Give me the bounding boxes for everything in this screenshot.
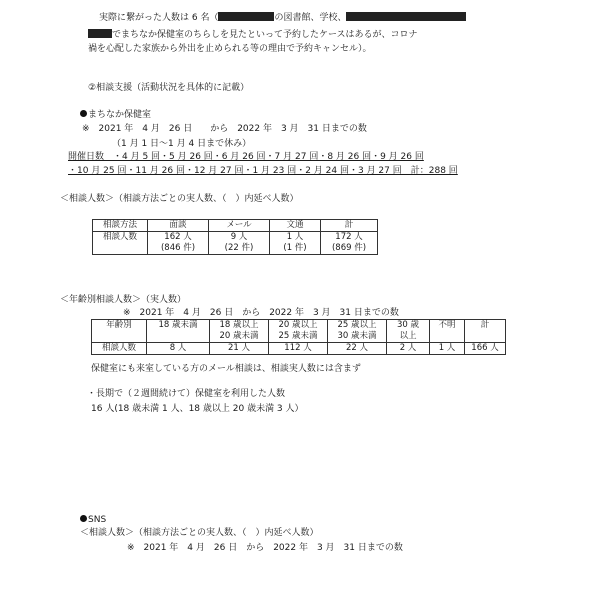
table-header: 計 [321, 220, 378, 232]
table-cell: 112 人 [269, 343, 328, 355]
table-cell: 21 人 [210, 343, 269, 355]
table-row [93, 232, 378, 255]
machinaka-title-text: まちなか保健室 [88, 110, 152, 120]
age-table [91, 319, 506, 355]
long-term-detail: 16 人(18 歳未満 1 人、18 歳以上 20 歳未満 3 人） [91, 404, 304, 414]
header-bottom: 以上 [399, 331, 417, 342]
redaction-block [218, 12, 274, 21]
table-header [147, 320, 210, 343]
age-note: 保健室にも来室している方のメール相談は、相談実人数には含まず [91, 364, 361, 374]
cell-total: (869 件) [331, 243, 367, 254]
consult-title: ＜相談人数＞（相談方法ごとの実人数、（ ）内延べ人数） [60, 194, 299, 204]
table-cell: 2 人 [387, 343, 430, 355]
bullet-icon [80, 515, 87, 522]
table-header [269, 320, 328, 343]
machinaka-days-1: 開催日数 ・4 月 5 回・5 月 26 回・6 月 26 回・7 月 27 回・8 月 26 回・9 月 26 回 [68, 152, 424, 162]
intro-line-3: 禍を心配した家族から外出を止められる等の理由で予約キャンセル）。 [88, 44, 372, 54]
table-row [92, 320, 506, 343]
consult-table [92, 219, 378, 255]
table-cell [209, 232, 270, 255]
header-bottom: 30 歳未満 [337, 331, 377, 342]
row-label: 相談人数 [92, 343, 147, 355]
table-row [92, 343, 506, 355]
table-row [93, 220, 378, 232]
machinaka-period: ※ 2021 年 4 月 26 日 から 2022 年 3 月 31 日までの数 [82, 124, 367, 134]
cell-count: 172 人 [335, 232, 363, 243]
table-header [430, 320, 465, 343]
machinaka-days-2: ・10 月 25 回・11 月 26 回・12 月 27 回・1 月 23 回・2 月 24 回・3 月 27 回 計：288 回 [68, 166, 458, 176]
cell-count: 9 人 [230, 232, 248, 243]
header-top: 20 歳以上 [278, 320, 318, 330]
cell-total: (846 件) [160, 243, 196, 254]
cell-total: (1 件) [283, 243, 307, 254]
intro-line-2 [88, 29, 418, 41]
intro-text-a: 実際に繋がった人数は 6 名（ [99, 13, 219, 23]
table-header: 文通 [270, 220, 321, 232]
table-cell: 1 人 [430, 343, 465, 355]
table-header: 相談方法 [93, 220, 148, 232]
bullet-icon [80, 110, 87, 117]
cell-count: 1 人 [286, 232, 304, 243]
machinaka-holiday: （1 月 1 日〜1 月 4 日まで休み） [112, 139, 252, 149]
table-header: メール [209, 220, 270, 232]
row-label: 年齢別 [92, 320, 147, 343]
machinaka-title [80, 110, 151, 121]
header-top: 不明 [438, 320, 456, 330]
header-bottom: 20 歳未満 [219, 331, 259, 342]
table-cell: 166 人 [465, 343, 506, 355]
sns-title [80, 515, 106, 526]
table-header [465, 320, 506, 343]
table-header [210, 320, 269, 343]
table-cell [321, 232, 378, 255]
header-bottom: 25 歳未満 [278, 331, 318, 342]
cell-total: (22 件) [224, 243, 254, 254]
header-top: 18 歳未満 [158, 320, 198, 330]
age-period: ※ 2021 年 4 月 26 日 から 2022 年 3 月 31 日までの数 [123, 308, 399, 318]
row-label: 相談人数 [93, 232, 148, 255]
table-cell [148, 232, 209, 255]
section-heading: ②相談支援（活動状況を具体的に記載） [88, 83, 250, 93]
sns-period: ※ 2021 年 4 月 26 日 から 2022 年 3 月 31 日までの数 [127, 543, 403, 553]
age-title: ＜年齢別相談人数＞（実人数） [60, 295, 187, 305]
table-cell: 22 人 [328, 343, 387, 355]
header-top: 計 [480, 320, 490, 330]
intro-line-1 [99, 12, 466, 24]
cell-count: 162 人 [164, 232, 192, 243]
table-cell [270, 232, 321, 255]
intro-text-c: でまちなか保健室のちらしを見たといって予約したケースはあるが、コロナ [112, 30, 418, 40]
intro-text-b: の図書館、学校、 [274, 13, 347, 23]
redaction-block [88, 29, 112, 38]
sns-consult-title: ＜相談人数＞（相談方法ごとの実人数、（ ）内延べ人数） [80, 528, 319, 538]
table-cell: 8 人 [147, 343, 210, 355]
sns-title-text: SNS [88, 515, 107, 525]
header-top: 18 歳以上 [219, 320, 259, 330]
long-term-title: ・長期で（２週間続けて）保健室を利用した人数 [87, 389, 286, 399]
table-header [328, 320, 387, 343]
table-header [387, 320, 430, 343]
header-top: 30 歳 [396, 320, 420, 330]
header-top: 25 歳以上 [337, 320, 377, 330]
redaction-block [346, 12, 466, 21]
table-header: 面談 [148, 220, 209, 232]
